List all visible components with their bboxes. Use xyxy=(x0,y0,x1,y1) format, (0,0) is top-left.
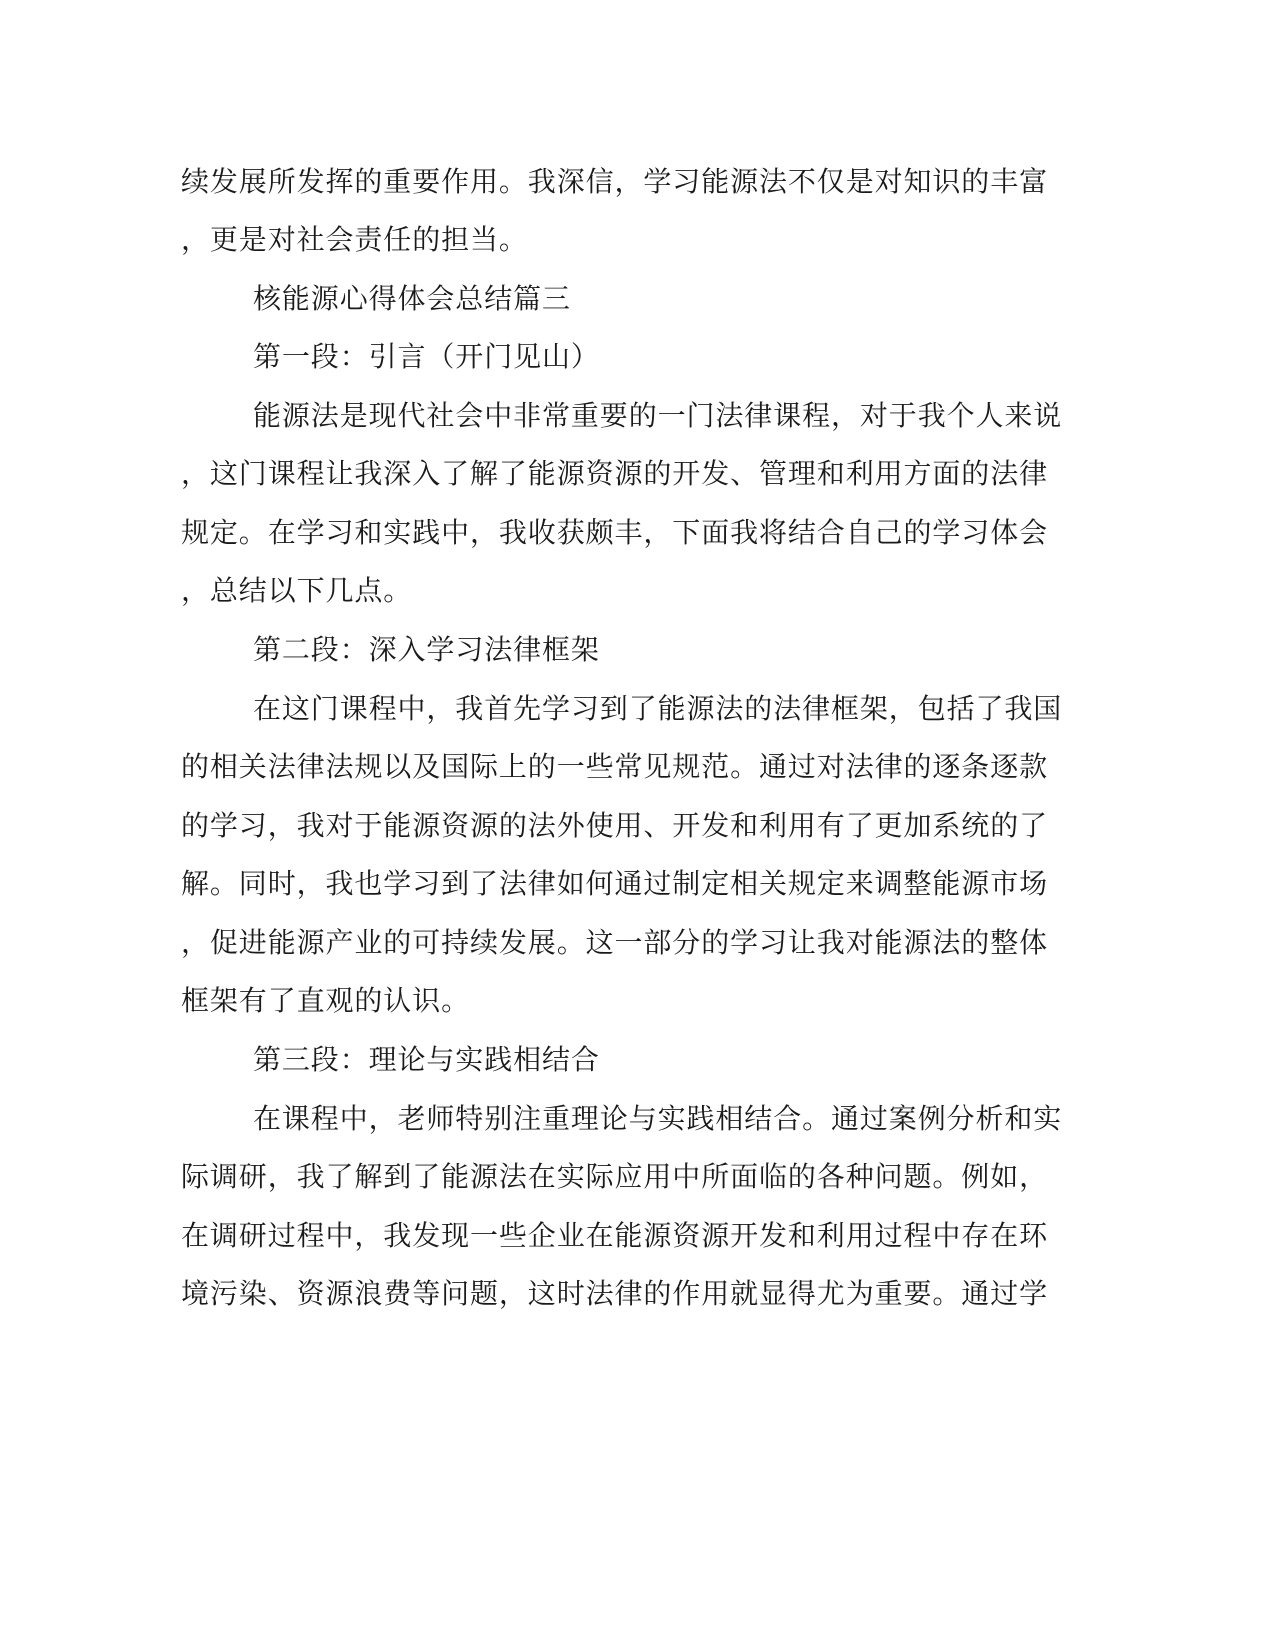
text-line: 在调研过程中，我发现一些企业在能源资源开发和利用过程中存在环 xyxy=(181,1219,1049,1252)
text-line: ，更是对社会责任的担当。 xyxy=(181,223,528,256)
text-line: 框架有了直观的认识。 xyxy=(181,984,471,1017)
text-line: 境污染、资源浪费等问题，这时法律的作用就显得尤为重要。通过学 xyxy=(181,1277,1049,1310)
text-line: 在这门课程中，我首先学习到了能源法的法律框架，包括了我国 xyxy=(253,692,1063,725)
text-line: ，促进能源产业的可持续发展。这一部分的学习让我对能源法的整体 xyxy=(181,926,1049,959)
text-line: 续发展所发挥的重要作用。我深信，学习能源法不仅是对知识的丰富 xyxy=(181,165,1049,198)
text-line: 在课程中，老师特别注重理论与实践相结合。通过案例分析和实 xyxy=(253,1102,1063,1135)
text-line: 的相关法律法规以及国际上的一些常见规范。通过对法律的逐条逐款 xyxy=(181,750,1049,783)
text-line: 规定。在学习和实践中，我收获颇丰，下面我将结合自己的学习体会 xyxy=(181,516,1049,549)
paragraph-heading: 第一段：引言（开门见山） xyxy=(253,340,600,373)
text-line: ，总结以下几点。 xyxy=(181,574,413,607)
text-line: ，这门课程让我深入了解了能源资源的开发、管理和利用方面的法律 xyxy=(181,457,1049,490)
text-line: 能源法是现代社会中非常重要的一门法律课程，对于我个人来说 xyxy=(253,399,1063,432)
paragraph-heading: 第三段：理论与实践相结合 xyxy=(253,1043,600,1076)
section-title: 核能源心得体会总结篇三 xyxy=(253,282,571,315)
paragraph-heading: 第二段：深入学习法律框架 xyxy=(253,633,600,666)
text-line: 解。同时，我也学习到了法律如何通过制定相关规定来调整能源市场 xyxy=(181,867,1049,900)
text-line: 际调研，我了解到了能源法在实际应用中所面临的各种问题。例如， xyxy=(181,1160,1049,1193)
text-line: 的学习，我对于能源资源的法外使用、开发和利用有了更加系统的了 xyxy=(181,809,1049,842)
